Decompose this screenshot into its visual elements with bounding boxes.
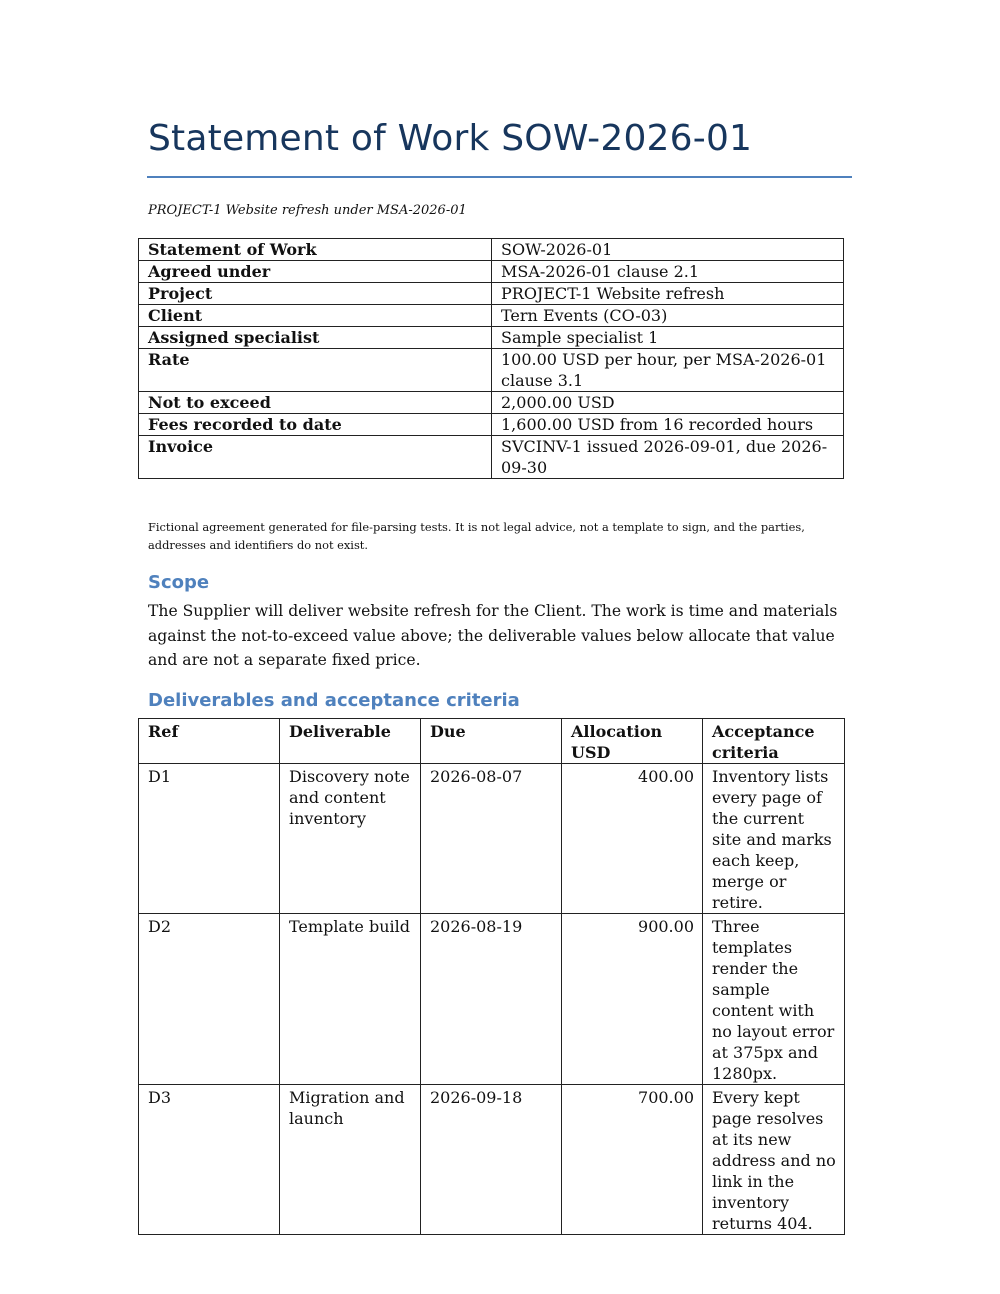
deliverable-allocation: 900.00 bbox=[562, 914, 703, 1085]
document-subtitle: PROJECT-1 Website refresh under MSA-2026-01 bbox=[148, 203, 467, 218]
document-title: Statement of Work SOW-2026-01 bbox=[148, 118, 753, 159]
deliverable-ref: D1 bbox=[139, 764, 280, 914]
deliverable-ref: D2 bbox=[139, 914, 280, 1085]
summary-value: SOW-2026-01 bbox=[492, 239, 844, 261]
deliverable-name: Template build bbox=[280, 914, 421, 1085]
deliverable-due: 2026-09-18 bbox=[421, 1085, 562, 1235]
summary-label: Invoice bbox=[139, 436, 492, 479]
deliverable-allocation: 700.00 bbox=[562, 1085, 703, 1235]
column-header-acceptance: Acceptance criteria bbox=[703, 719, 845, 764]
summary-label: Project bbox=[139, 283, 492, 305]
summary-row-fees bbox=[139, 414, 844, 436]
column-header-ref: Ref bbox=[139, 719, 280, 764]
deliverable-acceptance: Every kept page resolves at its new address and no link in the inventory returns 404. bbox=[703, 1085, 845, 1235]
scope-paragraph: The Supplier will deliver website refresh for the Client. The work is time and materials against the not-to-exceed value above; the deliverable values below allocate that value and are not a separate fixed price. bbox=[148, 602, 838, 669]
deliverables-header-row bbox=[139, 719, 845, 764]
disclaimer-note: Fictional agreement generated for file-parsing tests. It is not legal advice, not a template to sign, and the parties, addresses and identifiers do not exist. bbox=[148, 520, 805, 552]
title-underline bbox=[147, 176, 852, 178]
summary-row-agreed-under bbox=[139, 261, 844, 283]
deliverable-ref: D3 bbox=[139, 1085, 280, 1235]
summary-row-client bbox=[139, 305, 844, 327]
table-row bbox=[139, 1085, 845, 1235]
summary-value: 100.00 USD per hour, per MSA-2026-01 clause 3.1 bbox=[492, 349, 844, 392]
summary-value: MSA-2026-01 clause 2.1 bbox=[492, 261, 844, 283]
summary-value: 2,000.00 USD bbox=[492, 392, 844, 414]
summary-label: Not to exceed bbox=[139, 392, 492, 414]
deliverable-due: 2026-08-19 bbox=[421, 914, 562, 1085]
deliverable-due: 2026-08-07 bbox=[421, 764, 562, 914]
summary-table bbox=[138, 238, 844, 479]
column-header-due: Due bbox=[421, 719, 562, 764]
column-header-deliverable: Deliverable bbox=[280, 719, 421, 764]
deliverables-table bbox=[138, 718, 845, 1235]
summary-row-specialist bbox=[139, 327, 844, 349]
summary-label: Agreed under bbox=[139, 261, 492, 283]
summary-label: Rate bbox=[139, 349, 492, 392]
deliverable-allocation: 400.00 bbox=[562, 764, 703, 914]
deliverables-heading: Deliverables and acceptance criteria bbox=[148, 690, 520, 711]
deliverable-acceptance: Three templates render the sample content with no layout error at 375px and 1280px. bbox=[703, 914, 845, 1085]
summary-label: Fees recorded to date bbox=[139, 414, 492, 436]
summary-value: PROJECT-1 Website refresh bbox=[492, 283, 844, 305]
summary-value: Tern Events (CO-03) bbox=[492, 305, 844, 327]
summary-value: 1,600.00 USD from 16 recorded hours bbox=[492, 414, 844, 436]
summary-row-invoice bbox=[139, 436, 844, 479]
table-row bbox=[139, 914, 845, 1085]
summary-row-not-to-exceed bbox=[139, 392, 844, 414]
column-header-allocation: Allocation USD bbox=[562, 719, 703, 764]
summary-value: SVCINV-1 issued 2026-09-01, due 2026-09-30 bbox=[492, 436, 844, 479]
deliverable-name: Discovery note and content inventory bbox=[280, 764, 421, 914]
table-row bbox=[139, 764, 845, 914]
summary-row-project bbox=[139, 283, 844, 305]
summary-row-sow bbox=[139, 239, 844, 261]
deliverable-name: Migration and launch bbox=[280, 1085, 421, 1235]
scope-heading: Scope bbox=[148, 572, 210, 593]
summary-row-rate bbox=[139, 349, 844, 392]
summary-label: Statement of Work bbox=[139, 239, 492, 261]
deliverable-acceptance: Inventory lists every page of the current site and marks each keep, merge or retire. bbox=[703, 764, 845, 914]
summary-label: Client bbox=[139, 305, 492, 327]
summary-label: Assigned specialist bbox=[139, 327, 492, 349]
summary-value: Sample specialist 1 bbox=[492, 327, 844, 349]
